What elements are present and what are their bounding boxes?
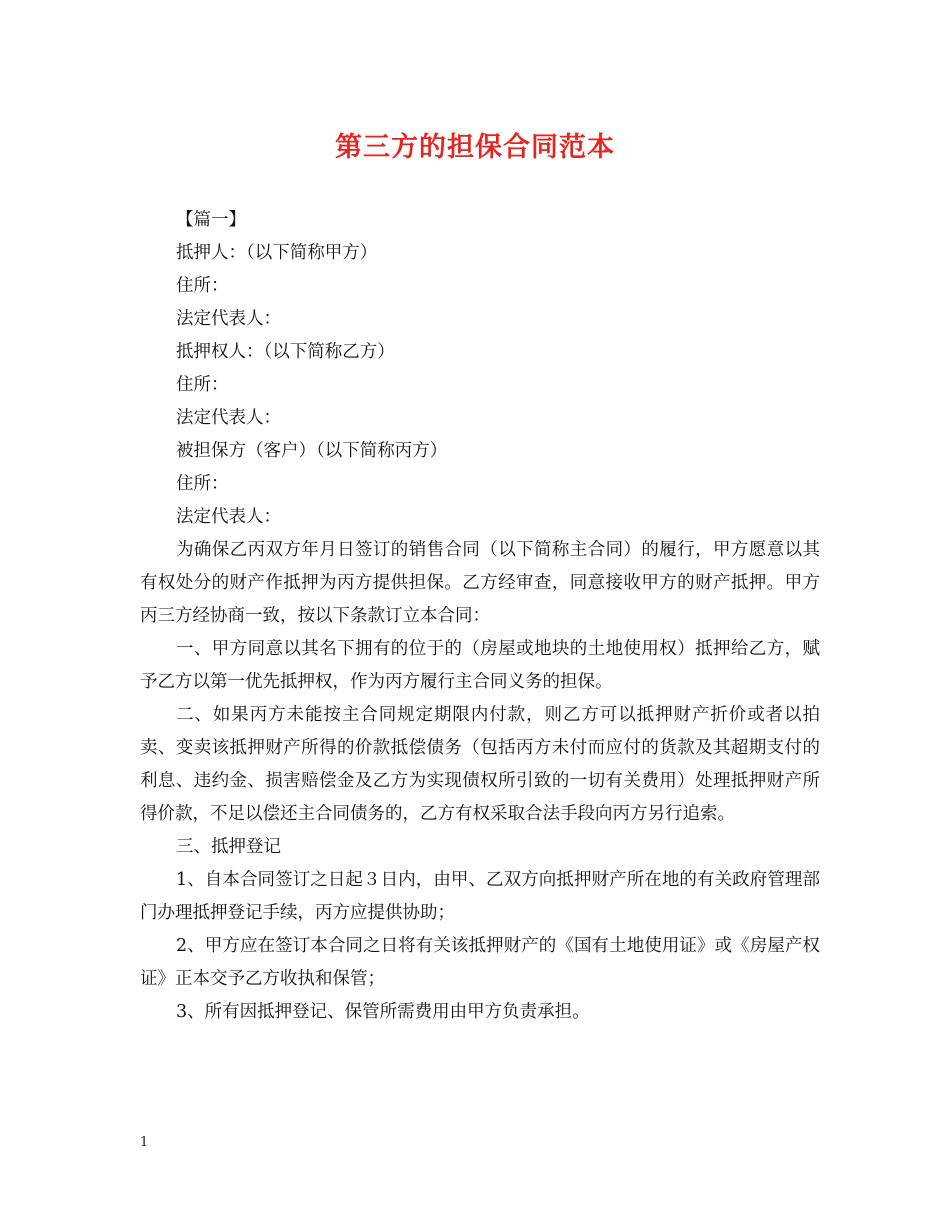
address-line: 住所： xyxy=(176,375,229,395)
mortgagor-line: 抵押人：（以下简称甲方） xyxy=(176,243,378,263)
document-body xyxy=(140,204,820,1029)
section-heading: 【篇一】 xyxy=(176,210,246,230)
preamble-paragraph: 为确保乙丙双方年月日签订的销售合同（以下简称主合同）的履行，甲方愿意以其有权处分的财产作抵押为丙方提供担保。乙方经审查，同意接收甲方的财产抵押。甲方丙三方经协商一致，按以下条款订立本合同： xyxy=(140,540,820,626)
guaranteed-party-line: 被担保方（客户）（以下简称丙方） xyxy=(176,441,448,461)
page-number: 1 xyxy=(140,1135,149,1150)
address-line: 住所： xyxy=(176,474,229,494)
mortgagee-line: 抵押权人：（以下简称乙方） xyxy=(176,342,395,362)
document-title: 第三方的担保合同范本 xyxy=(335,132,615,163)
legal-representative-line: 法定代表人： xyxy=(176,507,281,527)
clause-heading: 三、抵押登记 xyxy=(176,837,281,857)
clause-paragraph: 二、如果丙方未能按主合同规定期限内付款，则乙方可以抵押财产折价或者以拍卖、变卖该抵押财产所得的价款抵偿债务（包括丙方未付而应付的货款及其超期支付的利息、违约金、损害赔偿金及乙方为实现债权所引致的一切有关费用）处理抵押财产所得价款，不足以偿还主合同债务的，乙方有权采取合法手段向丙方另行追索。 xyxy=(140,705,820,824)
clause-paragraph: 一、甲方同意以其名下拥有的位于的（房屋或地块的土地使用权）抵押给乙方，赋予乙方以第一优先抵押权，作为丙方履行主合同义务的担保。 xyxy=(140,639,820,692)
clause-item: 1、自本合同签订之日起３日内，由甲、乙双方向抵押财产所在地的有关政府管理部门办理抵押登记手续，丙方应提供协助； xyxy=(140,870,820,923)
legal-representative-line: 法定代表人： xyxy=(176,408,281,428)
clause-item: 3、所有因抵押登记、保管所需费用由甲方负责承担。 xyxy=(176,1002,590,1022)
legal-representative-line: 法定代表人： xyxy=(176,309,281,329)
clause-item: 2、甲方应在签订本合同之日将有关该抵押财产的《国有土地使用证》或《房屋产权证》正本交予乙方收执和保管； xyxy=(140,936,820,989)
address-line: 住所： xyxy=(176,276,229,296)
